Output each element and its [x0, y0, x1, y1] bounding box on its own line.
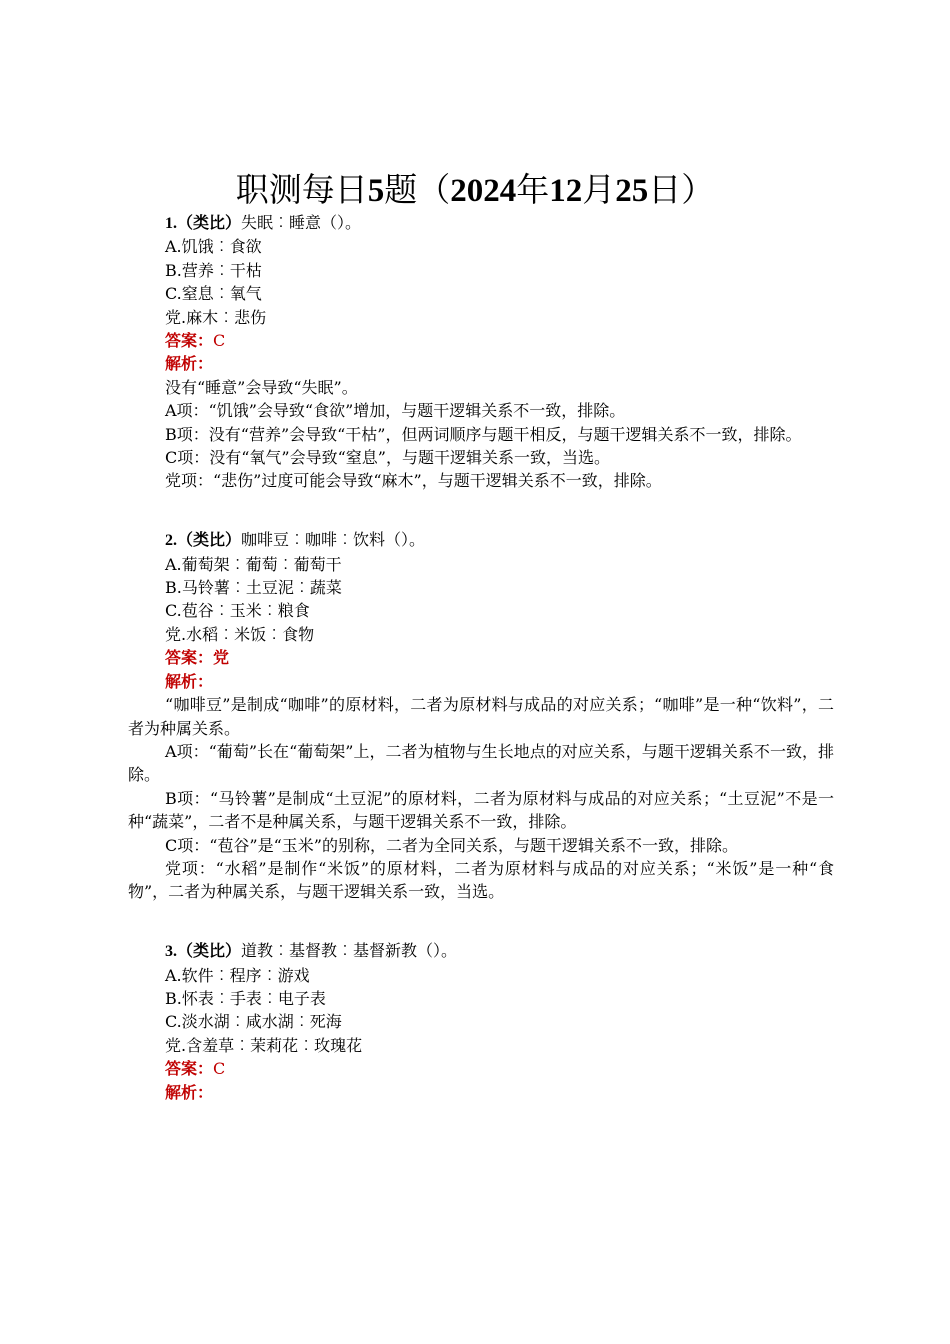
- answer-value: C: [213, 1059, 226, 1079]
- question-number: 2.: [165, 532, 177, 550]
- analysis-paragraph: “咖啡豆”是制成“咖啡”的原材料，二者为原材料与成品的对应关系；“咖啡”是一种“饮料”，二者为种属关系。: [128, 695, 834, 738]
- analysis-label: 解析：: [165, 671, 214, 691]
- answer-line: [128, 646, 834, 669]
- title-count: 5: [367, 173, 385, 209]
- analysis-paragraph: 党项：“水稻”是制作“米饭”的原材料，二者为原材料与成品的对应关系；“米饭”是一种“食物”，二者为种属关系，与题干逻辑关系一致，当选。: [128, 858, 834, 902]
- analysis-paragraph: 党项：“悲伤”过度可能会导致“麻木”，与题干逻辑关系不一致，排除。: [165, 471, 662, 491]
- option-a: A.葡萄架︰葡萄︰葡萄干: [165, 554, 342, 574]
- analysis-paragraph: B项：没有“营养”会导致“干枯”，但两词顺序与题干相反，与题干逻辑关系不一致，排除。: [165, 424, 802, 444]
- spacer: [128, 493, 834, 516]
- title-year-suffix: 年: [516, 170, 550, 209]
- answer-value: 党: [213, 648, 230, 668]
- answer-line: [128, 329, 834, 352]
- spacer: [128, 927, 834, 939]
- option-b: B.马铃薯︰土豆泥︰蔬菜: [165, 578, 342, 598]
- answer-label: 答案：: [165, 331, 214, 351]
- question-category: （类比）: [177, 213, 242, 232]
- option-d: 党.含羞草︰茉莉花︰玫瑰花: [165, 1035, 363, 1055]
- analysis-paragraph: A项：“饥饿”会导致“食欲”增加，与题干逻辑关系不一致，排除。: [165, 401, 626, 421]
- question-2: [128, 528, 834, 904]
- title-month: 12: [549, 173, 583, 209]
- option-a: A.软件︰程序︰游戏: [165, 965, 310, 985]
- title-day: 25: [615, 173, 649, 209]
- analysis-paragraph: 没有“睡意”会导致“失眠”。: [165, 377, 358, 397]
- option-b: B.营养︰干枯: [165, 260, 262, 280]
- question-category: （类比）: [177, 530, 242, 550]
- option-d: 党.水稻︰米饭︰食物: [165, 624, 315, 644]
- question-number: 3.: [165, 943, 177, 961]
- question-text: 失眠︰睡意（）。: [241, 213, 362, 232]
- answer-line: [128, 1057, 834, 1080]
- analysis-label: 解析：: [165, 1082, 214, 1102]
- analysis-paragraph: C项：“苞谷”是“玉米”的别称，二者为全同关系，与题干逻辑关系不一致，排除。: [165, 835, 738, 855]
- analysis-paragraph: C项：没有“氧气”会导致“窒息”，与题干逻辑关系一致，当选。: [165, 448, 610, 468]
- title-mid: 题（: [384, 170, 451, 209]
- question-category: （类比）: [177, 941, 242, 961]
- answer-value: C: [213, 331, 226, 351]
- option-b: B.怀表︰手表︰电子表: [165, 988, 326, 1008]
- analysis-paragraph: A项：“葡萄”长在“葡萄架”上，二者为植物与生长地点的对应关系，与题干逻辑关系不一致，排除。: [128, 741, 834, 785]
- analysis-label: 解析：: [165, 354, 214, 374]
- option-c: C.窒息︰氧气: [165, 284, 262, 304]
- page-title: [0, 168, 950, 213]
- option-c: C.淡水湖︰咸水湖︰死海: [165, 1012, 342, 1032]
- spacer: [128, 904, 834, 927]
- analysis-paragraph: B项：“马铃薯”是制成“土豆泥”的原材料，二者为原材料与成品的对应关系；“土豆泥”不是一种“蔬菜”，二者不是种属关系，与题干逻辑关系不一致，排除。: [128, 788, 834, 832]
- question-stem: [128, 939, 834, 963]
- question-text: 道教︰基督教︰基督新教（）。: [241, 941, 458, 961]
- question-text: 咖啡豆︰咖啡︰饮料（）。: [241, 530, 426, 550]
- answer-label: 答案：: [165, 1059, 214, 1079]
- title-year: 2024: [450, 173, 517, 209]
- question-list: [128, 211, 834, 1104]
- title-suffix: 日）: [648, 170, 715, 209]
- question-number: 1.: [165, 215, 177, 232]
- option-d: 党.麻木︰悲伤: [165, 307, 267, 327]
- question-stem: [128, 211, 834, 235]
- option-a: A.饥饿︰食欲: [165, 237, 262, 257]
- answer-label: 答案：: [165, 648, 214, 668]
- question-stem: [128, 528, 834, 552]
- title-month-suffix: 月: [582, 170, 616, 209]
- question-1: [128, 211, 834, 493]
- option-c: C.苞谷︰玉米︰粮食: [165, 601, 310, 621]
- title-prefix: 职测每日: [235, 170, 368, 209]
- question-3: [128, 939, 834, 1104]
- spacer: [128, 516, 834, 528]
